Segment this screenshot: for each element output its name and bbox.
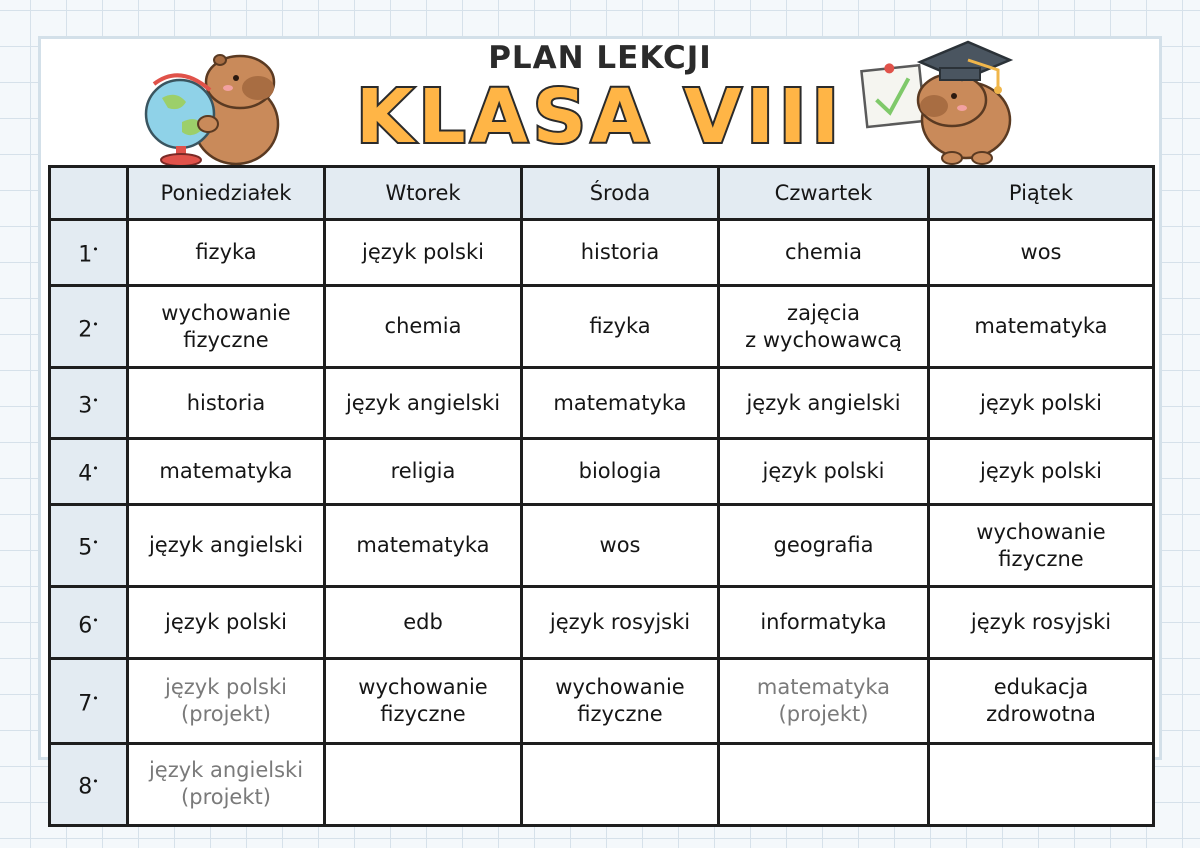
timetable-body (50, 220, 1154, 826)
lesson-number (50, 587, 128, 659)
lesson-cell (929, 743, 1154, 825)
lesson-cell (522, 220, 719, 286)
timetable-row (50, 286, 1154, 368)
lesson-subject-text: matematyka (356, 533, 490, 558)
lesson-cell (325, 743, 522, 825)
lesson-cell (522, 286, 719, 368)
lesson-cell (929, 438, 1154, 504)
lesson-subject-text: wychowanie (161, 300, 291, 325)
lesson-number-value: 1 (78, 242, 93, 268)
day-header: Czwartek (719, 167, 929, 220)
lesson-subject-text: fizyka (195, 240, 257, 265)
lesson-subject-text: (projekt) (181, 785, 271, 810)
timetable-row (50, 438, 1154, 504)
lesson-cell (325, 286, 522, 368)
lesson-cell (128, 659, 325, 743)
lesson-cell (128, 504, 325, 586)
lesson-number (50, 743, 128, 825)
lesson-subject-text: zajęcia (787, 300, 860, 325)
lesson-number (50, 659, 128, 743)
lesson-number-value: 2 (78, 317, 93, 342)
lesson-cell (929, 659, 1154, 743)
lesson-subject-text: wos (599, 533, 641, 558)
lesson-cell (128, 587, 325, 659)
lesson-subject-text: (projekt) (181, 702, 271, 727)
lesson-subject-text: fizyczne (998, 546, 1084, 571)
lesson-cell (929, 286, 1154, 368)
lesson-number-dot: • (92, 691, 99, 705)
lesson-subject-text: wychowanie (976, 519, 1106, 544)
lesson-subject-text: język polski (980, 390, 1102, 415)
lesson-number-dot: • (92, 462, 99, 476)
lesson-cell (719, 220, 929, 286)
lesson-subject-text: język polski (165, 675, 287, 700)
lesson-cell (128, 286, 325, 368)
lesson-cell (719, 286, 929, 368)
lesson-number-value: 8 (78, 774, 93, 800)
lesson-number (50, 368, 128, 438)
timetable-row (50, 504, 1154, 586)
lesson-subject-text: edukacja (993, 675, 1089, 700)
lesson-subject-text: z wychowawcą (745, 327, 902, 352)
lesson-subject-text: język polski (762, 458, 885, 483)
lesson-subject-text: (projekt) (778, 702, 869, 727)
timetable-row (50, 743, 1154, 825)
timetable (48, 165, 1155, 827)
lesson-cell (325, 438, 522, 504)
lesson-number-dot: • (92, 536, 99, 550)
lesson-subject-text: matematyka (974, 314, 1108, 339)
lesson-subject-text: język angielski (746, 390, 901, 415)
lesson-cell (719, 587, 929, 659)
lesson-cell (719, 438, 929, 504)
lesson-cell (719, 368, 929, 438)
lesson-subject-text: fizyczne (577, 702, 663, 727)
lesson-cell (128, 368, 325, 438)
lesson-number-dot: • (92, 243, 99, 257)
lesson-cell (929, 368, 1154, 438)
lesson-subject-text: wos (1020, 240, 1062, 265)
lesson-cell (325, 368, 522, 438)
timetable-row (50, 659, 1154, 743)
lesson-subject-text: chemia (384, 314, 462, 339)
lesson-cell (522, 438, 719, 504)
lesson-number-dot: • (92, 317, 99, 331)
lesson-cell (522, 504, 719, 586)
lesson-subject-text: biologia (578, 458, 662, 483)
lesson-subject-text: matematyka (756, 675, 891, 700)
lesson-subject-text: język rosyjski (549, 610, 691, 635)
lesson-subject-text: fizyka (589, 314, 651, 339)
lesson-subject-text: zdrowotna (986, 702, 1096, 727)
lesson-subject-text: język polski (165, 610, 287, 635)
lesson-cell (128, 438, 325, 504)
lesson-number (50, 286, 128, 368)
lesson-subject-text: wychowanie (555, 675, 685, 700)
lesson-cell (929, 504, 1154, 586)
lesson-subject-text: religia (390, 458, 456, 483)
lesson-subject-text: matematyka (159, 458, 293, 483)
lesson-subject-text: język angielski (148, 758, 304, 783)
lesson-subject-text: wychowanie (358, 675, 488, 700)
lesson-number (50, 220, 128, 286)
lesson-cell (719, 743, 929, 825)
lesson-cell (522, 743, 719, 825)
lesson-subject-text: język angielski (148, 533, 304, 558)
lesson-subject-text: matematyka (553, 390, 687, 415)
lesson-cell (128, 743, 325, 825)
lesson-number-dot: • (92, 393, 99, 407)
lesson-subject-text: język polski (362, 240, 484, 265)
subtitle-plan-lekcji: PLAN LEKCJI (488, 40, 712, 76)
page-title-klasa: KLASA VIII (356, 74, 844, 160)
lesson-cell (929, 220, 1154, 286)
lesson-number (50, 504, 128, 586)
lesson-cell (522, 587, 719, 659)
lesson-subject-text: język rosyjski (970, 610, 1112, 635)
lesson-cell (719, 659, 929, 743)
lesson-number-value: 7 (78, 691, 93, 717)
lesson-subject-text: historia (186, 390, 266, 415)
timetable-row (50, 368, 1154, 438)
lesson-number-dot: • (92, 613, 99, 627)
header-row (50, 167, 1154, 220)
lesson-subject-text: język polski (980, 458, 1102, 483)
lesson-subject-text: język angielski (345, 390, 501, 415)
day-header: Poniedziałek (128, 167, 325, 220)
lesson-cell (325, 220, 522, 286)
day-header: Wtorek (325, 167, 522, 220)
lesson-subject-text: geografia (773, 533, 874, 558)
lesson-cell (719, 504, 929, 586)
day-header: Piątek (929, 167, 1154, 220)
lesson-subject-text: edb (403, 610, 443, 635)
lesson-number-value: 6 (78, 612, 93, 638)
lesson-subject-text: fizyczne (183, 327, 269, 352)
lesson-cell (522, 368, 719, 438)
lesson-cell (929, 587, 1154, 659)
timetable-row (50, 220, 1154, 286)
lesson-cell (325, 659, 522, 743)
day-header: Środa (522, 167, 719, 220)
lesson-number-dot: • (92, 775, 99, 789)
lesson-cell (522, 659, 719, 743)
corner-cell (50, 167, 128, 220)
lesson-number-value: 5 (78, 535, 93, 561)
lesson-subject-text: historia (580, 240, 660, 265)
timetable-row (50, 587, 1154, 659)
lesson-number-value: 4 (78, 461, 93, 487)
lesson-subject-text: chemia (785, 240, 862, 265)
lesson-subject-text: fizyczne (380, 702, 466, 727)
lesson-subject-text: informatyka (760, 610, 887, 635)
lesson-number-value: 3 (78, 393, 93, 419)
lesson-cell (325, 587, 522, 659)
lesson-cell (325, 504, 522, 586)
lesson-number (50, 438, 128, 504)
lesson-cell (128, 220, 325, 286)
